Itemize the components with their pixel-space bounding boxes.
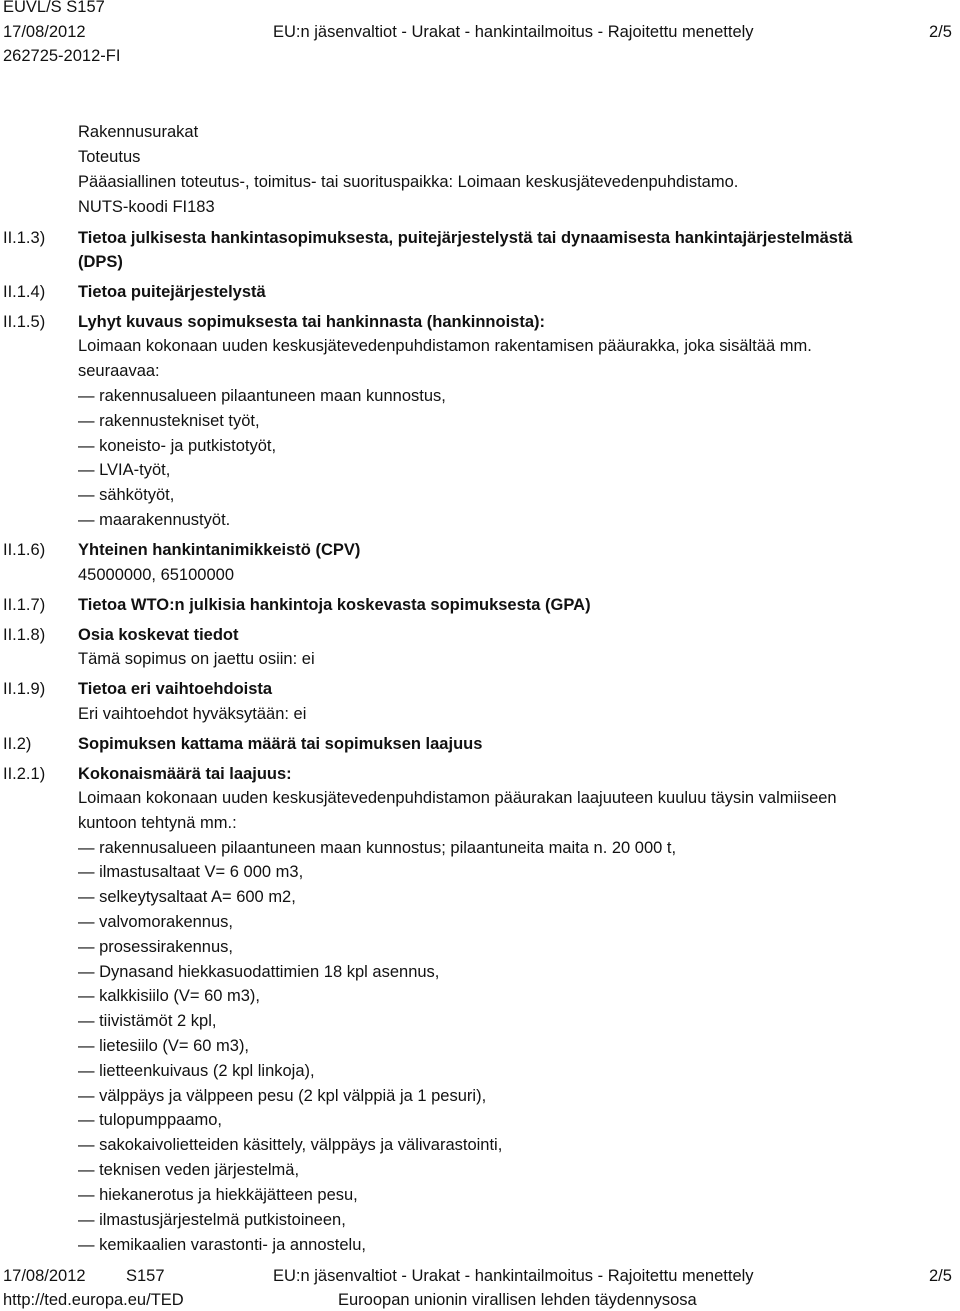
section-heading-ii-1-3-cont: (DPS) [78, 253, 123, 271]
section-text-ii-1-5-cont: seuraavaa: [78, 362, 160, 380]
footer-doc: S157 [126, 1267, 165, 1285]
list-item: — lietesiilo (V= 60 m3), [78, 1037, 250, 1055]
footer-title: EU:n jäsenvaltiot - Urakat - hankintailmoitus - Rajoitettu menettely [273, 1267, 754, 1285]
list-item: — LVIA-työt, [78, 461, 171, 479]
list-item: — tiivistämöt 2 kpl, [78, 1012, 217, 1030]
section-text-ii-1-6: 45000000, 65100000 [78, 566, 234, 584]
body-line-execution: Toteutus [78, 148, 141, 166]
footer-date: 17/08/2012 [3, 1267, 86, 1285]
body-line-location: Pääasiallinen toteutus-, toimitus- tai suorituspaikka: Loimaan keskusjätevedenpuhdistamo. [78, 173, 739, 191]
section-heading-ii-2: Sopimuksen kattama määrä tai sopimuksen laajuus [78, 735, 483, 753]
list-item: — maarakennustyöt. [78, 511, 231, 529]
footer-page-number: 2/5 [929, 1267, 952, 1285]
section-heading-ii-1-6: Yhteinen hankintanimikkeistö (CPV) [78, 541, 361, 559]
section-label-ii-1-5: II.1.5) [3, 313, 46, 331]
list-item: — hiekanerotus ja hiekkäjätteen pesu, [78, 1186, 358, 1204]
header-page-number: 2/5 [929, 23, 952, 41]
list-item: — tulopumppaamo, [78, 1111, 222, 1129]
list-item: — prosessirakennus, [78, 938, 233, 956]
list-item: — sähkötyöt, [78, 486, 175, 504]
list-item: — ilmastusaltaat V= 6 000 m3, [78, 863, 304, 881]
section-text-ii-2-1: Loimaan kokonaan uuden keskusjätevedenpuhdistamon pääurakan laajuuteen kuuluu täysin valmiiseen [78, 789, 837, 807]
section-label-ii-1-3: II.1.3) [3, 229, 46, 247]
list-item: — rakennustekniset työt, [78, 412, 260, 430]
section-heading-ii-1-9: Tietoa eri vaihtoehdoista [78, 680, 273, 698]
body-line-nuts: NUTS-koodi FI183 [78, 198, 215, 216]
list-item: — koneisto- ja putkistotyöt, [78, 437, 277, 455]
section-text-ii-2-1-cont: kuntoon tehtynä mm.: [78, 814, 237, 832]
list-item: — teknisen veden järjestelmä, [78, 1161, 300, 1179]
section-heading-ii-2-1: Kokonaismäärä tai laajuus: [78, 765, 292, 783]
header-reference: 262725-2012-FI [3, 47, 121, 65]
section-label-ii-1-9: II.1.9) [3, 680, 46, 698]
section-heading-ii-1-8: Osia koskevat tiedot [78, 626, 239, 644]
list-item: — kemikaalien varastonti- ja annostelu, [78, 1236, 366, 1254]
section-heading-ii-1-7: Tietoa WTO:n julkisia hankintoja koskevasta sopimuksesta (GPA) [78, 596, 591, 614]
list-item: — valvomorakennus, [78, 913, 233, 931]
section-label-ii-2: II.2) [3, 735, 32, 753]
body-line-works: Rakennusurakat [78, 123, 199, 141]
section-heading-ii-1-4: Tietoa puitejärjestelystä [78, 283, 266, 301]
section-heading-ii-1-3: Tietoa julkisesta hankintasopimuksesta, puitejärjestelystä tai dynaamisesta hankintajärjestelmästä [78, 229, 853, 247]
list-item: — selkeytysaltaat A= 600 m2, [78, 888, 296, 906]
section-heading-ii-1-5: Lyhyt kuvaus sopimuksesta tai hankinnasta (hankinnoista): [78, 313, 546, 331]
section-label-ii-1-8: II.1.8) [3, 626, 46, 644]
section-text-ii-1-9: Eri vaihtoehdot hyväksytään: ei [78, 705, 307, 723]
section-text-ii-1-8: Tämä sopimus on jaettu osiin: ei [78, 650, 315, 668]
footer-publisher: Euroopan unionin virallisen lehden täydennysosa [338, 1291, 697, 1309]
footer-url[interactable]: http://ted.europa.eu/TED [3, 1291, 184, 1309]
list-item: — rakennusalueen pilaantuneen maan kunnostus; pilaantuneita maita n. 20 000 t, [78, 839, 677, 857]
list-item: — Dynasand hiekkasuodattimien 18 kpl asennus, [78, 963, 440, 981]
list-item: — rakennusalueen pilaantuneen maan kunnostus, [78, 387, 446, 405]
header-date: 17/08/2012 [3, 23, 86, 41]
section-text-ii-1-5: Loimaan kokonaan uuden keskusjätevedenpuhdistamon rakentamisen pääurakka, joka sisältää mm. [78, 337, 812, 355]
header-title: EU:n jäsenvaltiot - Urakat - hankintailmoitus - Rajoitettu menettely [273, 23, 754, 41]
header-doc-id: EUVL/S S157 [3, 0, 105, 16]
list-item: — sakokaivolietteiden käsittely, välppäys ja välivarastointi, [78, 1136, 503, 1154]
list-item: — ilmastusjärjestelmä putkistoineen, [78, 1211, 346, 1229]
list-item: — lietteenkuivaus (2 kpl linkoja), [78, 1062, 315, 1080]
list-item: — kalkkisiilo (V= 60 m3), [78, 987, 261, 1005]
section-label-ii-1-4: II.1.4) [3, 283, 46, 301]
section-label-ii-1-7: II.1.7) [3, 596, 46, 614]
section-label-ii-2-1: II.2.1) [3, 765, 46, 783]
list-item: — välppäys ja välppeen pesu (2 kpl välppiä ja 1 pesuri), [78, 1087, 487, 1105]
section-label-ii-1-6: II.1.6) [3, 541, 46, 559]
